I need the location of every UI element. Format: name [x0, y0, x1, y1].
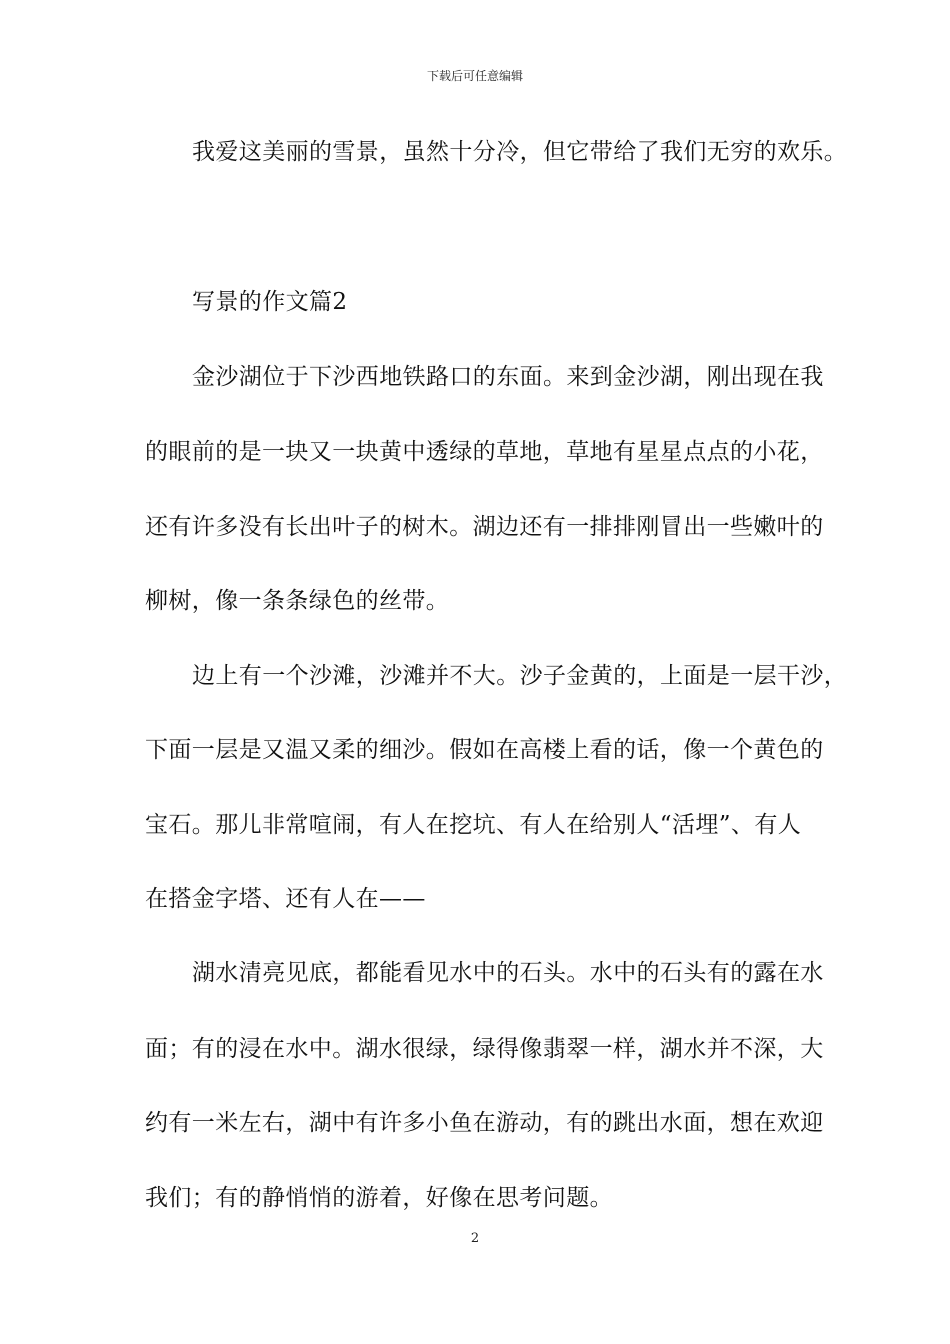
paragraph-line: 湖水清亮见底，都能看见水中的石头。水中的石头有的露在水 — [192, 960, 824, 986]
paragraph-line: 在搭金字塔、还有人在—— — [145, 886, 426, 912]
paragraph-line: 柳树，像一条条绿色的丝带。 — [145, 588, 450, 614]
paragraph-line: 边上有一个沙滩，沙滩并不大。沙子金黄的，上面是一层干沙， — [192, 663, 848, 689]
paragraph-line: 宝石。那儿非常喧闹，有人在挖坑、有人在给别人“活埋”、有人 — [145, 812, 802, 838]
paragraph-line: 我们；有的静悄悄的游着，好像在思考问题。 — [145, 1185, 613, 1211]
section-heading: 写景的作文篇2 — [192, 289, 348, 315]
paragraph-line: 的眼前的是一块又一块黄中透绿的草地，草地有星星点点的小花， — [145, 439, 824, 465]
paragraph-line: 我爱这美丽的雪景，虽然十分冷，但它带给了我们无穷的欢乐。 — [192, 139, 848, 165]
paragraph-line: 金沙湖位于下沙西地铁路口的东面。来到金沙湖，刚出现在我 — [192, 364, 824, 390]
paragraph-line: 面；有的浸在水中。湖水很绿，绿得像翡翠一样，湖水并不深，大 — [145, 1036, 824, 1062]
page-header: 下载后可任意编辑 — [426, 69, 523, 83]
paragraph-line: 下面一层是又温又柔的细沙。假如在高楼上看的话，像一个黄色的 — [145, 737, 824, 763]
page-number: 2 — [470, 1231, 480, 1246]
paragraph-line: 还有许多没有长出叶子的树木。湖边还有一排排刚冒出一些嫩叶的 — [145, 514, 824, 540]
paragraph-line: 约有一米左右，湖中有许多小鱼在游动，有的跳出水面，想在欢迎 — [145, 1110, 824, 1136]
